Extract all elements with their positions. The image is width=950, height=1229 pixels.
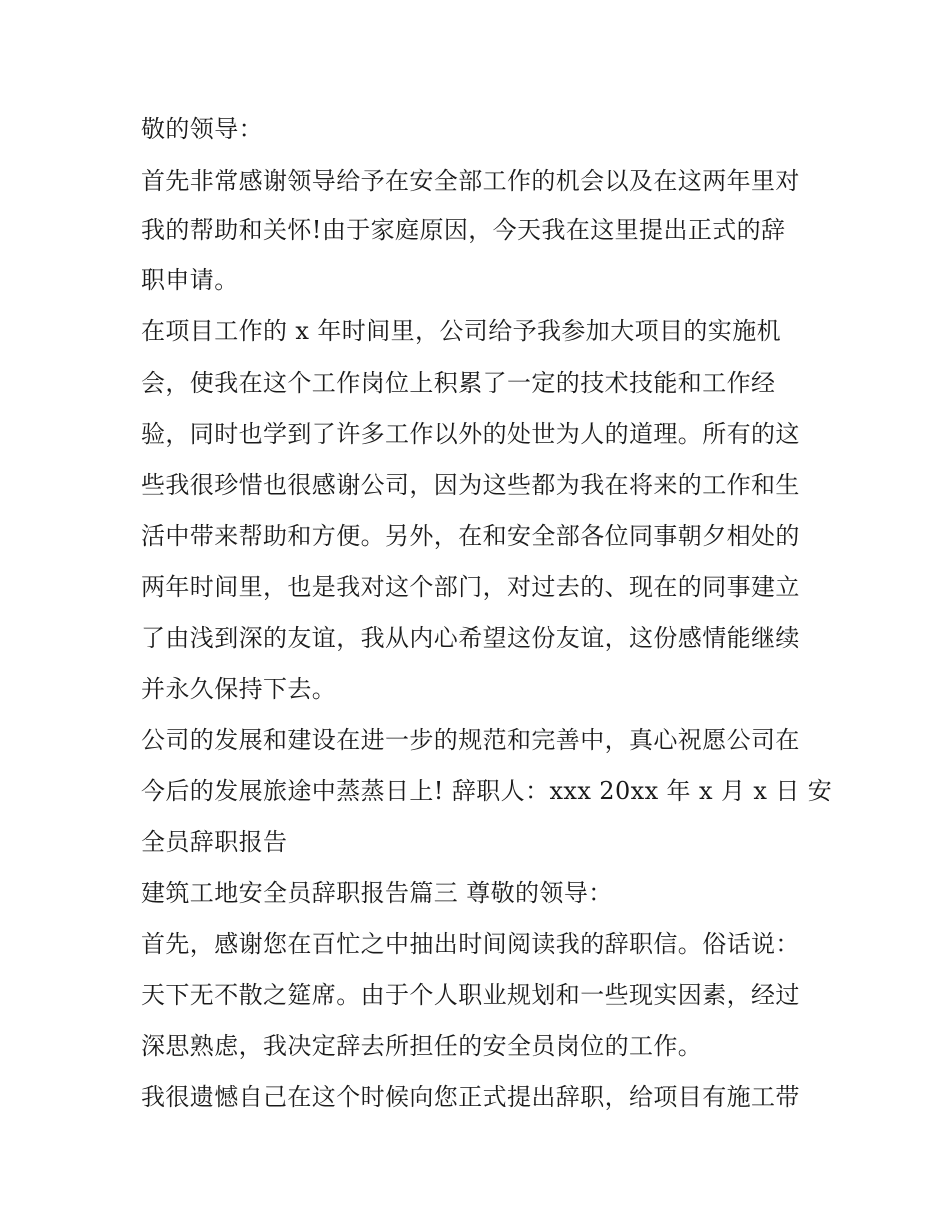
text-line: 并永久保持下去。 bbox=[141, 675, 337, 703]
text-line: 深思熟虑，我决定辞去所担任的安全员岗位的工作。 bbox=[141, 1032, 703, 1060]
text-line: 我很遗憾自己在这个时候向您正式提出辞职，给项目有施工带 bbox=[141, 1083, 800, 1111]
text-line-greeting: 敬的领导： bbox=[141, 115, 263, 143]
text-line-section-heading: 建筑工地安全员辞职报告篇三 尊敬的领导： bbox=[141, 879, 613, 907]
text-line: 活中带来帮助和方便。另外，在和安全部各位同事朝夕相处的 bbox=[141, 522, 800, 550]
text-line: 两年时间里，也是我对这个部门，对过去的、现在的同事建立 bbox=[141, 573, 800, 601]
text-line: 首先，感谢您在百忙之中抽出时间阅读我的辞职信。俗话说： bbox=[141, 930, 800, 958]
text-line: 职申请。 bbox=[141, 266, 239, 294]
text-line: 我的帮助和关怀!由于家庭原因，今天我在这里提出正式的辞 bbox=[141, 216, 786, 244]
text-line-signature: 今后的发展旅途中蒸蒸日上! 辞职人：xxx 20xx 年 x 月 x 日 安 bbox=[141, 777, 833, 805]
text-line: 公司的发展和建设在进一步的规范和完善中，真心祝愿公司在 bbox=[141, 726, 800, 754]
text-line: 天下无不散之筵席。由于个人职业规划和一些现实因素，经过 bbox=[141, 981, 800, 1009]
text-line: 了由浅到深的友谊，我从内心希望这份友谊，这份感情能继续 bbox=[141, 624, 800, 652]
text-line: 在项目工作的 x 年时间里，公司给予我参加大项目的实施机 bbox=[141, 317, 781, 345]
text-line: 会，使我在这个工作岗位上积累了一定的技术技能和工作经 bbox=[141, 369, 776, 397]
text-line: 验，同时也学到了许多工作以外的处世为人的道理。所有的这 bbox=[141, 420, 800, 448]
text-line: 全员辞职报告 bbox=[141, 828, 288, 856]
text-line: 首先非常感谢领导给予在安全部工作的机会以及在这两年里对 bbox=[141, 167, 800, 195]
text-line: 些我很珍惜也很感谢公司，因为这些都为我在将来的工作和生 bbox=[141, 471, 800, 499]
